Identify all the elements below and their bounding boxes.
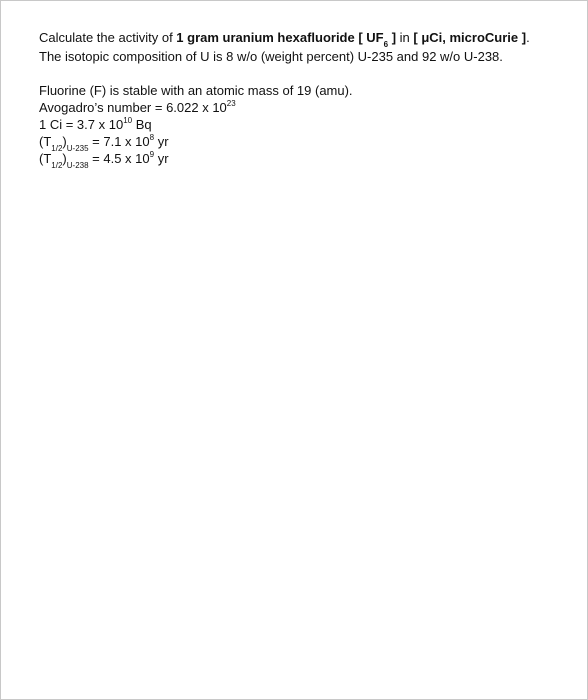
avogadro-line — [39, 99, 567, 116]
substance-text: 1 gram uranium hexafluoride [ UF — [176, 30, 384, 45]
statement-text: Calculate the activity of — [39, 30, 177, 45]
given-data — [39, 82, 567, 170]
statement-connector: in — [396, 30, 414, 45]
fluorine-line: Fluorine (F) is stable with an atomic mass of 19 (amu). — [39, 83, 353, 98]
half-life-unit: yr — [154, 151, 169, 166]
isotopic-composition-line: The isotopic composition of U is 8 w/o (weight percent) U-235 and 92 w/o U-238. — [39, 49, 503, 64]
half-life-subscript: 1/2 — [51, 160, 63, 170]
half-life-u238-line — [39, 149, 567, 170]
half-life-unit: yr — [154, 134, 169, 149]
substance-bracket-close: ] — [388, 30, 397, 45]
isotope-subscript: U-238 — [66, 160, 89, 170]
half-life-symbol: (T — [39, 134, 52, 149]
half-life-value: = 7.1 x 10 — [88, 134, 150, 149]
half-life-value: = 4.5 x 10 — [88, 151, 150, 166]
curie-unit: Bq — [132, 117, 152, 132]
half-life-paren: ) — [62, 134, 67, 149]
half-life-exponent: 8 — [149, 132, 155, 142]
half-life-symbol: (T — [39, 151, 52, 166]
half-life-paren: ) — [62, 151, 67, 166]
curie-line — [39, 116, 567, 133]
statement-bold-unit: [ μCi, microCurie ] — [413, 30, 527, 45]
statement-bold-substance — [176, 30, 397, 49]
statement-period: . — [526, 30, 530, 45]
half-life-subscript: 1/2 — [51, 143, 63, 153]
problem-text — [39, 28, 567, 170]
curie-exponent: 10 — [123, 115, 133, 125]
isotope-subscript: U-235 — [66, 143, 89, 153]
half-life-exponent: 9 — [149, 149, 155, 159]
curie-text: 1 Ci = 3.7 x 10 — [39, 117, 124, 132]
fluorine-count-subscript: 6 — [383, 39, 389, 49]
avogadro-exponent: 23 — [226, 98, 236, 108]
problem-statement-line — [39, 28, 567, 47]
avogadro-text: Avogadro’s number = 6.022 x 10 — [39, 100, 227, 115]
half-life-u235-line — [39, 132, 567, 153]
